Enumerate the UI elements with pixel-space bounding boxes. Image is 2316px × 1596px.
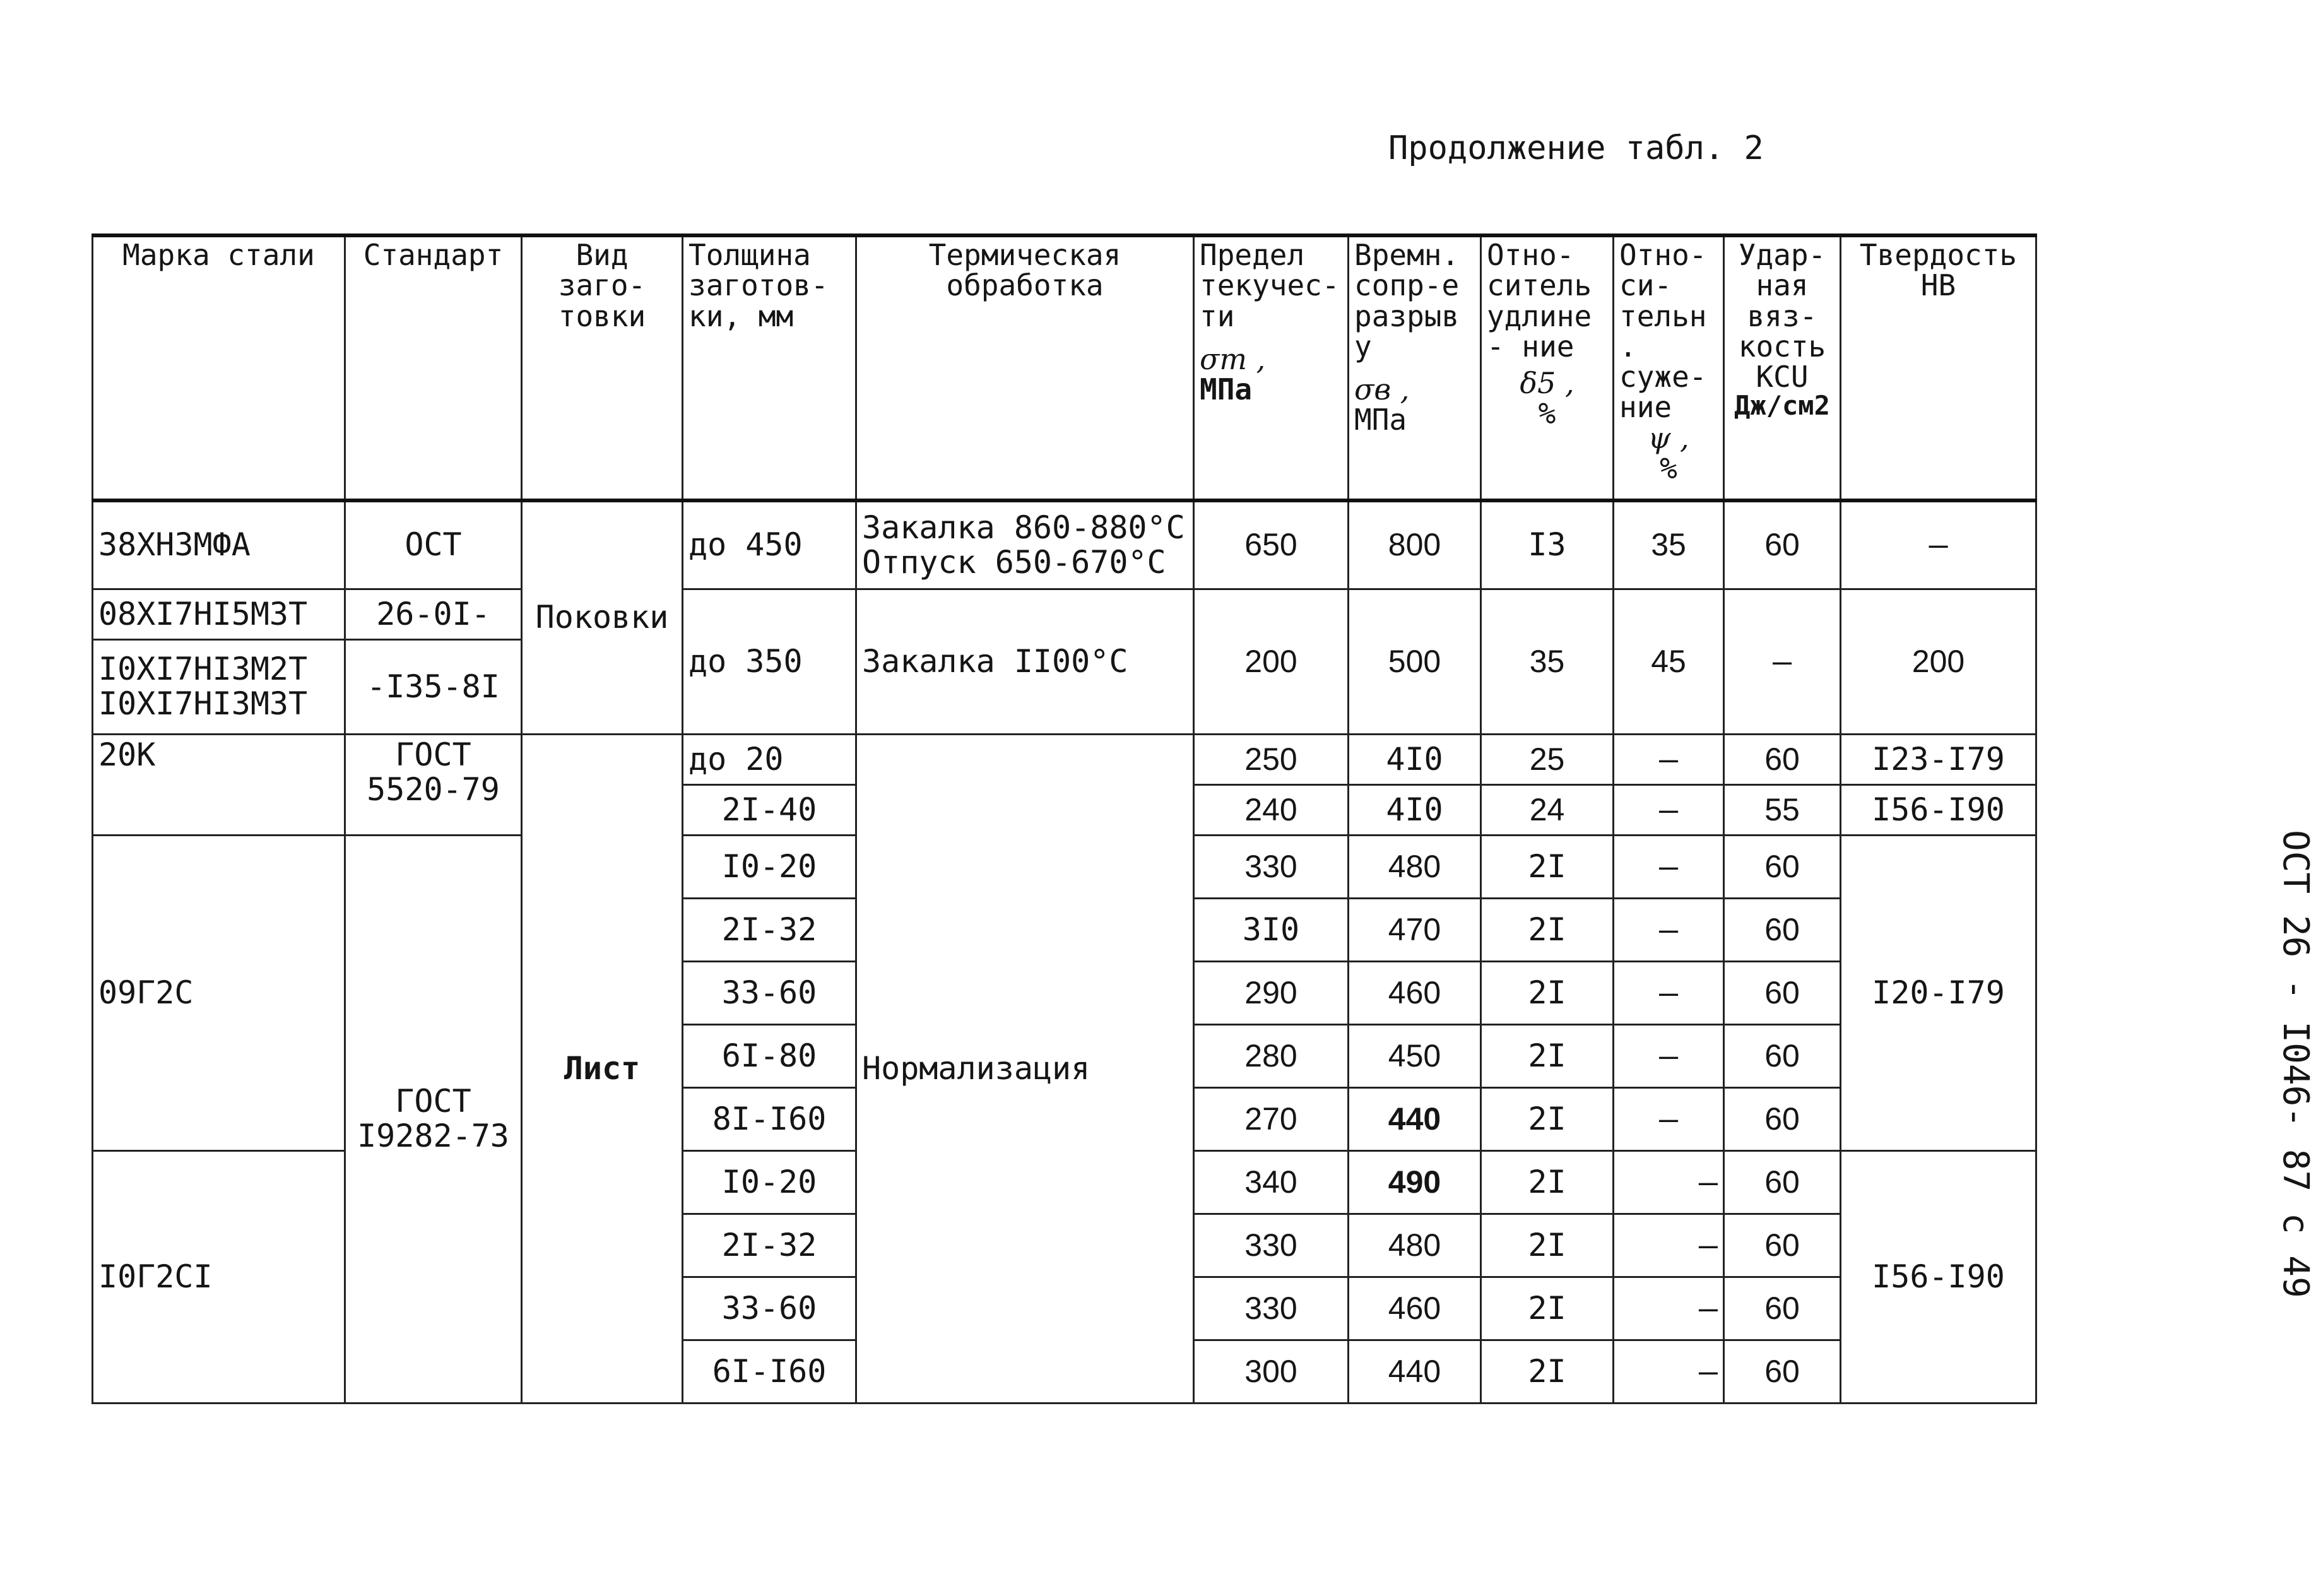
cell-narrowing: – — [1614, 1024, 1724, 1087]
cell-tensile: 450 — [1349, 1024, 1481, 1087]
cell-yield: 250 — [1194, 734, 1349, 784]
cell-tensile: 440 — [1349, 1340, 1481, 1403]
header-heat-treatment: Термическая обработка — [856, 235, 1194, 500]
cell-narrowing: – — [1614, 734, 1724, 784]
cell-thickness: до 20 — [683, 734, 856, 784]
cell-impact: 60 — [1724, 1150, 1841, 1214]
cell-tensile: 480 — [1349, 1214, 1481, 1277]
cell-hardness: I20-I79 — [1841, 835, 2036, 1150]
cell-yield: 650 — [1194, 500, 1349, 589]
cell-narrowing: – — [1614, 1087, 1724, 1150]
header-grade: Марка стали — [93, 235, 345, 500]
cell-grade: 08ХI7НI5М3Т — [93, 589, 345, 639]
cell-yield: 340 — [1194, 1150, 1349, 1214]
cell-impact: 60 — [1724, 1340, 1841, 1403]
cell-thickness: 6I-80 — [683, 1024, 856, 1087]
table-row — [93, 500, 2036, 589]
header-blank-type: Вид заго- товки — [522, 235, 683, 500]
table-caption: Продолжение табл. 2 — [1388, 129, 1764, 167]
cell-tensile: 500 — [1349, 589, 1481, 734]
cell-hardness: I23-I79 — [1841, 734, 2036, 784]
cell-heat-treatment: Закалка II00°С — [856, 589, 1194, 734]
cell-yield: 300 — [1194, 1340, 1349, 1403]
cell-elongation: 2I — [1481, 1087, 1614, 1150]
cell-standard: -I35-8I — [345, 639, 522, 734]
cell-thickness: 33-60 — [683, 1277, 856, 1340]
psi-symbol: ψ , — [1648, 420, 1689, 455]
header-tensile-strength: Времн. сопр-е разрыву σв , МПа — [1349, 235, 1481, 500]
cell-standard: ОСТ — [345, 500, 522, 589]
cell-grade: 09Г2С — [93, 835, 345, 1150]
cell-thickness: 8I-I60 — [683, 1087, 856, 1150]
cell-tensile: 460 — [1349, 961, 1481, 1024]
cell-impact: 60 — [1724, 500, 1841, 589]
cell-elongation: 2I — [1481, 898, 1614, 961]
cell-tensile: 4I0 — [1349, 784, 1481, 835]
sigma-t-symbol: σт , — [1200, 341, 1266, 376]
cell-narrowing: – — [1614, 1340, 1724, 1403]
cell-yield: 330 — [1194, 1277, 1349, 1340]
cell-thickness: до 350 — [683, 589, 856, 734]
cell-tensile: 460 — [1349, 1277, 1481, 1340]
delta-5-symbol: δ5 , — [1520, 366, 1575, 401]
cell-thickness: 33-60 — [683, 961, 856, 1024]
cell-thickness: I0-20 — [683, 835, 856, 898]
header-standard: Стандарт — [345, 235, 522, 500]
cell-narrowing: – — [1614, 1150, 1724, 1214]
cell-yield: 270 — [1194, 1087, 1349, 1150]
cell-impact: 60 — [1724, 1024, 1841, 1087]
cell-yield: 3I0 — [1194, 898, 1349, 961]
cell-elongation: I3 — [1481, 500, 1614, 589]
cell-thickness: 2I-32 — [683, 898, 856, 961]
cell-yield: 240 — [1194, 784, 1349, 835]
cell-narrowing: 35 — [1614, 500, 1724, 589]
cell-hardness: I56-I90 — [1841, 1150, 2036, 1403]
cell-impact: 60 — [1724, 1087, 1841, 1150]
table-row — [93, 589, 2036, 639]
cell-narrowing: – — [1614, 835, 1724, 898]
cell-elongation: 24 — [1481, 784, 1614, 835]
cell-narrowing: – — [1614, 784, 1724, 835]
cell-elongation: 2I — [1481, 1340, 1614, 1403]
document-code: ОСТ 26 - I046- 87 с 49 — [2275, 830, 2316, 1298]
table-row — [93, 734, 2036, 784]
table-header — [93, 235, 2036, 500]
cell-yield: 330 — [1194, 835, 1349, 898]
cell-yield: 280 — [1194, 1024, 1349, 1087]
table-body — [93, 500, 2036, 1403]
cell-elongation: 2I — [1481, 1277, 1614, 1340]
cell-impact: 60 — [1724, 1277, 1841, 1340]
cell-hardness: – — [1841, 500, 2036, 589]
cell-tensile: 4I0 — [1349, 734, 1481, 784]
cell-yield: 290 — [1194, 961, 1349, 1024]
cell-standard: ГОСТ 5520-79 — [345, 734, 522, 835]
header-yield-strength: Предел текучес- ти σт , МПа — [1194, 235, 1349, 500]
cell-blank-type: Лист — [522, 734, 683, 1403]
cell-elongation: 2I — [1481, 1024, 1614, 1087]
cell-elongation: 35 — [1481, 589, 1614, 734]
header-thickness: Толщина заготов- ки, мм — [683, 235, 856, 500]
cell-grade: I0ХI7НI3М2Т I0ХI7НI3М3Т — [93, 639, 345, 734]
cell-tensile: 440 — [1349, 1087, 1481, 1150]
cell-impact: 60 — [1724, 961, 1841, 1024]
cell-impact: – — [1724, 589, 1841, 734]
cell-elongation: 2I — [1481, 961, 1614, 1024]
cell-narrowing: – — [1614, 1277, 1724, 1340]
cell-heat-treatment: Закалка 860-880°С Отпуск 650-670°С — [856, 500, 1194, 589]
cell-narrowing: – — [1614, 1214, 1724, 1277]
cell-thickness: до 450 — [683, 500, 856, 589]
cell-heat-treatment: Нормализация — [856, 734, 1194, 1403]
header-hardness: Твердость НВ — [1841, 235, 2036, 500]
cell-hardness: 200 — [1841, 589, 2036, 734]
cell-tensile: 470 — [1349, 898, 1481, 961]
cell-yield: 330 — [1194, 1214, 1349, 1277]
cell-impact: 60 — [1724, 1214, 1841, 1277]
cell-tensile: 480 — [1349, 835, 1481, 898]
cell-blank-type: Поковки — [522, 500, 683, 734]
cell-narrowing: – — [1614, 898, 1724, 961]
cell-elongation: 2I — [1481, 1150, 1614, 1214]
cell-hardness: I56-I90 — [1841, 784, 2036, 835]
cell-standard: ГОСТ I9282-73 — [345, 835, 522, 1403]
cell-grade: I0Г2СI — [93, 1150, 345, 1403]
cell-yield: 200 — [1194, 589, 1349, 734]
cell-impact: 60 — [1724, 898, 1841, 961]
cell-tensile: 490 — [1349, 1150, 1481, 1214]
header-narrowing: Отно- си- тельн. суже- ние ψ , % — [1614, 235, 1724, 500]
cell-grade: 38ХН3МФА — [93, 500, 345, 589]
cell-elongation: 2I — [1481, 835, 1614, 898]
cell-thickness: I0-20 — [683, 1150, 856, 1214]
cell-impact: 60 — [1724, 734, 1841, 784]
cell-thickness: 2I-40 — [683, 784, 856, 835]
cell-impact: 55 — [1724, 784, 1841, 835]
cell-impact: 60 — [1724, 835, 1841, 898]
cell-narrowing: 45 — [1614, 589, 1724, 734]
cell-elongation: 2I — [1481, 1214, 1614, 1277]
sigma-b-symbol: σв , — [1354, 372, 1410, 407]
header-impact-toughness: Удар- ная вяз- кость KCU Дж/см2 — [1724, 235, 1841, 500]
steel-properties-table — [92, 233, 2037, 1404]
cell-narrowing: – — [1614, 961, 1724, 1024]
header-elongation: Отно- ситель удлине- ние δ5 , % — [1481, 235, 1614, 500]
cell-tensile: 800 — [1349, 500, 1481, 589]
cell-thickness: 6I-I60 — [683, 1340, 856, 1403]
cell-grade: 20К — [93, 734, 345, 835]
cell-elongation: 25 — [1481, 734, 1614, 784]
cell-thickness: 2I-32 — [683, 1214, 856, 1277]
cell-standard: 26-0I- — [345, 589, 522, 639]
